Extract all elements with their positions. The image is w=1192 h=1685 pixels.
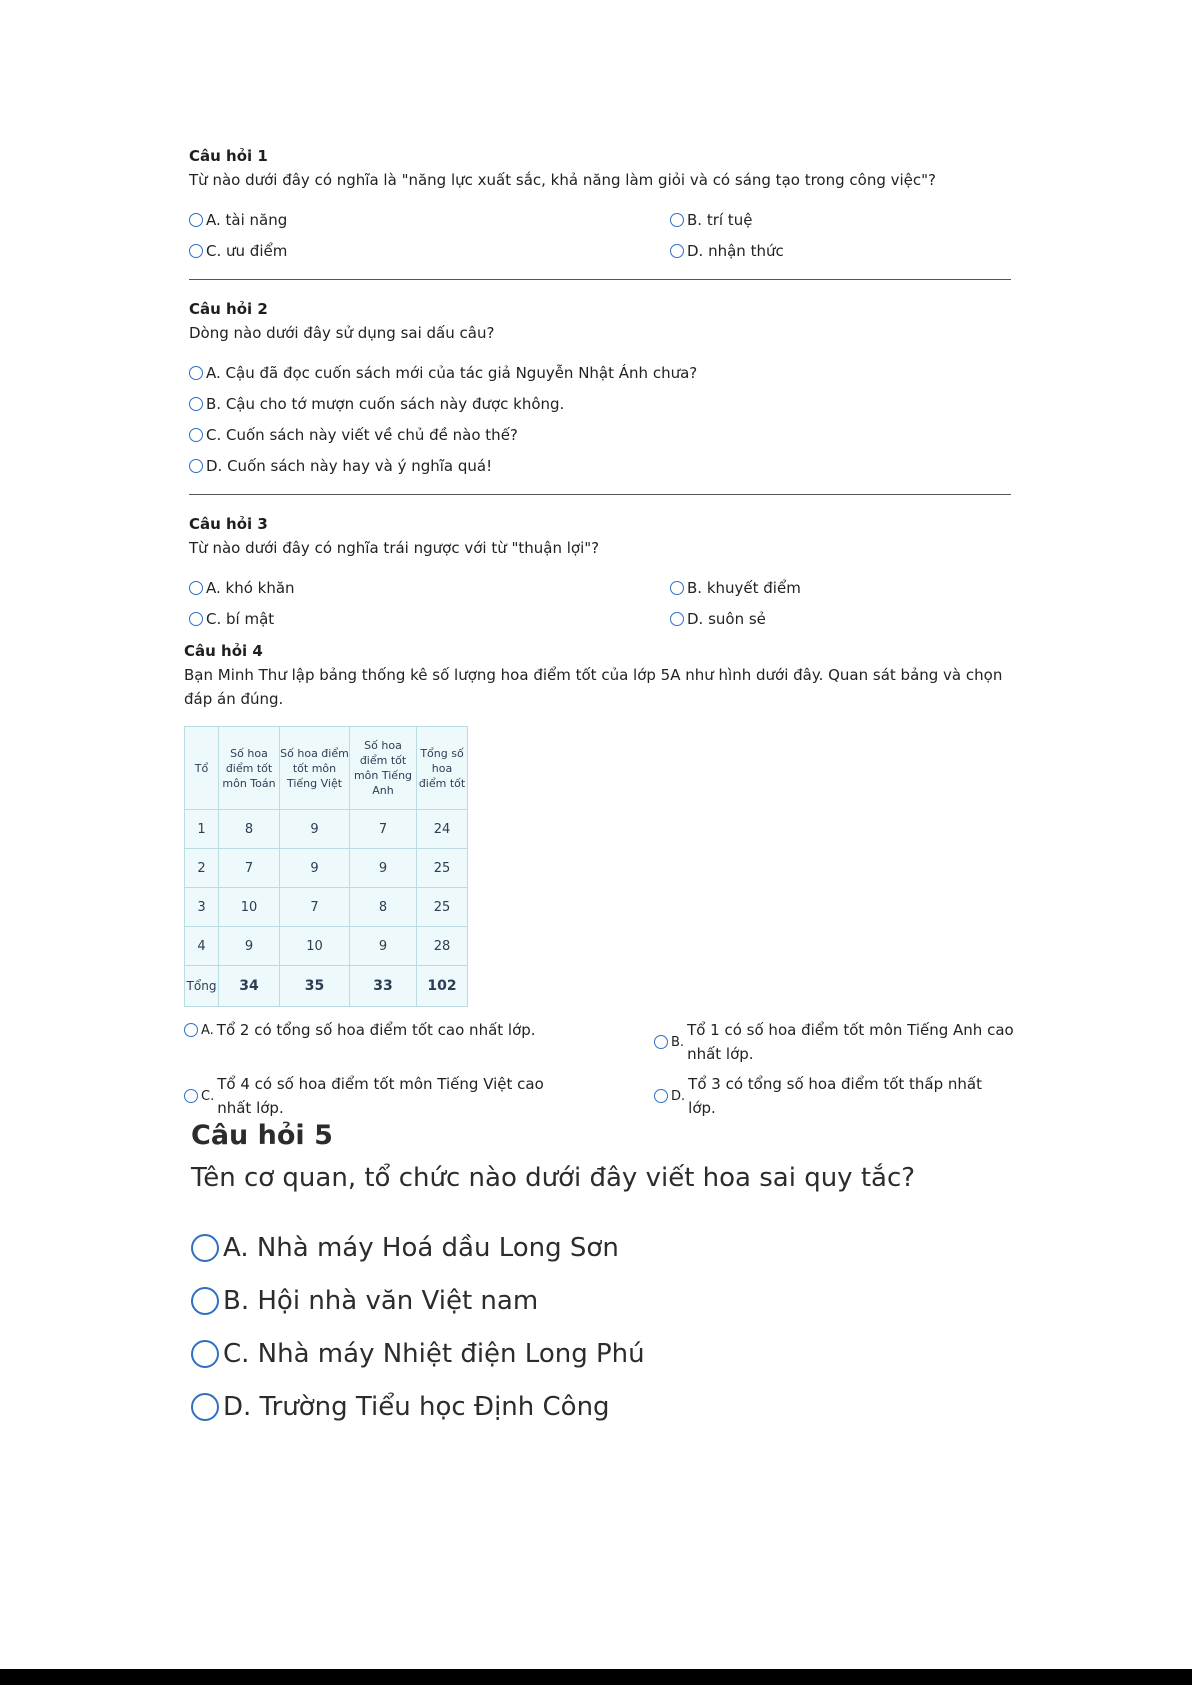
options [191,1221,1021,1433]
question-text: Tên cơ quan, tổ chức nào dưới đây viết hoa sai quy tắc? [191,1163,916,1193]
option-c[interactable]: C. Tổ 4 có số hoa điểm tốt môn Tiếng Việt cao nhất lớp. [184,1072,544,1120]
option-d[interactable]: D. Trường Tiểu học Định Công [191,1380,1021,1433]
table-cell: 9 [350,849,417,888]
question-text: Từ nào dưới đây có nghĩa là "năng lực xuất sắc, khả năng làm giỏi và có sáng tạo trong công việc"? [189,171,936,189]
table-header: Số hoa điểm tốt môn Tiếng Anh [350,727,417,810]
table-cell: 10 [219,888,280,927]
table-cell: 25 [417,849,468,888]
table-cell: 7 [350,810,417,849]
table-cell: 33 [350,966,417,1007]
options [189,204,1011,266]
option-b[interactable]: B. khuyết điểm [670,572,1011,603]
option-c[interactable]: C. bí mật [189,603,670,634]
option-c[interactable]: C. Cuốn sách này viết về chủ đề nào thế? [189,419,1011,450]
option-a[interactable]: A. Nhà máy Hoá dầu Long Sơn [191,1221,1021,1274]
table-row [185,810,468,849]
table-cell: 3 [185,888,219,927]
table-header: Tổ [185,727,219,810]
table-cell: 9 [219,927,280,966]
radio-icon[interactable] [189,244,203,258]
option-b[interactable]: B. Cậu cho tớ mượn cuốn sách này được không. [189,388,1011,419]
question-title: Câu hỏi 4 [184,642,263,660]
option-a[interactable]: A. Tổ 2 có tổng số hoa điểm tốt cao nhất lớp. [184,1018,624,1042]
table-cell: 9 [280,849,350,888]
question-2 [189,299,1011,481]
option-c[interactable]: C. ưu điểm [189,235,670,266]
question-title: Câu hỏi 1 [189,147,268,165]
question-title: Câu hỏi 2 [189,300,268,318]
radio-icon[interactable] [184,1089,198,1103]
question-3 [189,514,1011,634]
bottom-bar [0,1669,1192,1685]
question-text: Dòng nào dưới đây sử dụng sai dấu câu? [189,324,495,342]
radio-icon[interactable] [189,612,203,626]
table-cell: 34 [219,966,280,1007]
table-cell: 10 [280,927,350,966]
radio-icon[interactable] [191,1340,219,1368]
radio-icon[interactable] [189,366,203,380]
radio-icon[interactable] [189,581,203,595]
radio-icon[interactable] [670,581,684,595]
radio-icon[interactable] [191,1234,219,1262]
question-4 [184,641,1014,711]
table-header: Số hoa điểm tốt môn Toán [219,727,280,810]
table-cell: 4 [185,927,219,966]
question-text: Bạn Minh Thư lập bảng thống kê số lượng hoa điểm tốt của lớp 5A như hình dưới đây. Quan sát bảng và chọn đáp án đúng. [184,666,1003,708]
question-text: Từ nào dưới đây có nghĩa trái ngược với từ "thuận lợi"? [189,539,600,557]
radio-icon[interactable] [191,1287,219,1315]
option-b[interactable]: B. Tổ 1 có số hoa điểm tốt môn Tiếng Anh cao nhất lớp. [654,1018,1014,1066]
table-row [185,927,468,966]
table-cell: 1 [185,810,219,849]
table-header: Tổng số hoa điểm tốt [417,727,468,810]
option-a[interactable]: A. tài năng [189,204,670,235]
table-cell: 25 [417,888,468,927]
table-header-row [185,727,468,810]
table-cell: 8 [350,888,417,927]
score-table [184,726,468,1007]
option-a[interactable]: A. Cậu đã đọc cuốn sách mới của tác giả Nguyễn Nhật Ánh chưa? [189,357,1011,388]
question-title: Câu hỏi 3 [189,515,268,533]
radio-icon[interactable] [654,1089,668,1103]
table-cell: 35 [280,966,350,1007]
radio-icon[interactable] [189,459,203,473]
table-cell: 9 [350,927,417,966]
table-cell: 28 [417,927,468,966]
table-cell: 2 [185,849,219,888]
table-row [185,849,468,888]
table-total-row [185,966,468,1007]
question-title: Câu hỏi 5 [191,1120,333,1151]
table-cell: Tổng [185,966,219,1007]
radio-icon[interactable] [189,397,203,411]
table-cell: 9 [280,810,350,849]
radio-icon[interactable] [670,612,684,626]
radio-icon[interactable] [191,1393,219,1421]
radio-icon[interactable] [670,244,684,258]
options [189,357,1011,481]
option-d[interactable]: D. Tổ 3 có tổng số hoa điểm tốt thấp nhất lớp. [654,1072,1014,1120]
option-c[interactable]: C. Nhà máy Nhiệt điện Long Phú [191,1327,1021,1380]
radio-icon[interactable] [189,428,203,442]
radio-icon[interactable] [184,1023,198,1037]
table-cell: 102 [417,966,468,1007]
divider [189,494,1011,495]
table-cell: 7 [280,888,350,927]
table-cell: 7 [219,849,280,888]
option-a[interactable]: A. khó khăn [189,572,670,603]
option-d[interactable]: D. nhận thức [670,235,1011,266]
option-d[interactable]: D. Cuốn sách này hay và ý nghĩa quá! [189,450,1011,481]
options [189,572,1011,634]
option-b[interactable]: B. Hội nhà văn Việt nam [191,1274,1021,1327]
radio-icon[interactable] [670,213,684,227]
option-b[interactable]: B. trí tuệ [670,204,1011,235]
question-1 [189,146,1011,266]
table-cell: 8 [219,810,280,849]
table-header: Số hoa điểm tốt môn Tiếng Việt [280,727,350,810]
table-cell: 24 [417,810,468,849]
question-5 [191,1118,1021,1433]
radio-icon[interactable] [654,1035,668,1049]
option-d[interactable]: D. suôn sẻ [670,603,1011,634]
radio-icon[interactable] [189,213,203,227]
divider [189,279,1011,280]
table-row [185,888,468,927]
